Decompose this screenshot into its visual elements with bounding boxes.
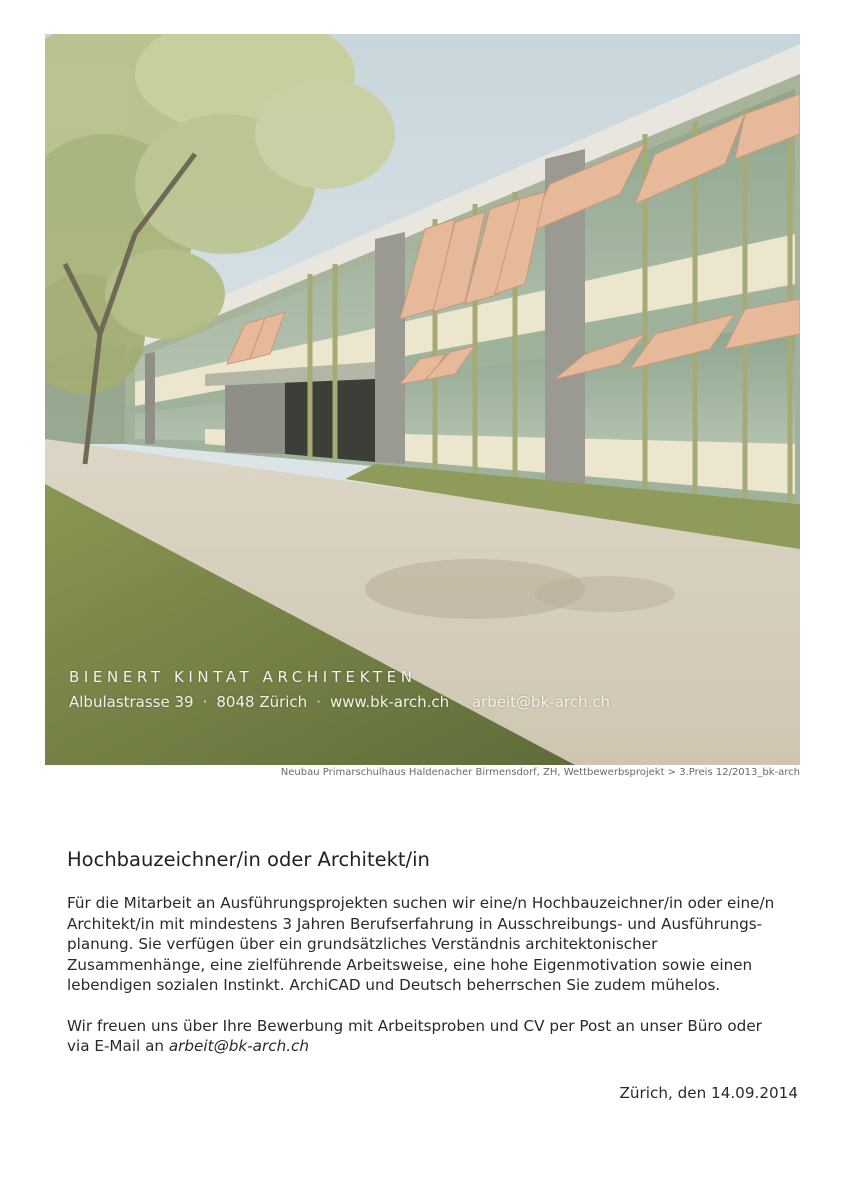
firm-contact (69, 693, 610, 711)
firm-postcode-city: 8048 Zürich (216, 693, 308, 711)
date-line: Zürich, den 14.09.2014 (619, 1084, 798, 1102)
job-description (67, 893, 787, 1057)
separator: · (202, 693, 208, 711)
image-caption: Neubau Primarschulhaus Haldenacher Birmensdorf, ZH, Wettbewerbsprojekt > 3.Preis 12/2013_bk-arch (280, 767, 800, 778)
hero-rendering (45, 34, 800, 765)
separator: · (458, 693, 463, 711)
firm-name: BIENERT KINTAT ARCHITEKTEN (69, 668, 417, 686)
firm-website-link[interactable]: www.bk-arch.ch (329, 693, 450, 711)
firm-email-link[interactable]: arbeit@bk-arch.ch (471, 693, 610, 711)
application-paragraph (67, 1016, 787, 1057)
job-title: Hochbauzeichner/in oder Architekt/in (67, 848, 430, 871)
separator: · (316, 693, 321, 711)
application-text: Wir freuen uns über Ihre Bewerbung mit Arbeitsproben und CV per Post an unser Büro oder via E-Mail an (67, 1016, 762, 1055)
building-rendering-image (45, 34, 800, 765)
firm-address: Albulastrasse 39 (69, 693, 194, 711)
description-paragraph: Für die Mitarbeit an Ausführungsprojekten suchen wir eine/n Hochbauzeichner/in oder eine/n Architekt/in mit mindestens 3 Jahren Berufserfahrung in Ausschreibungs- und Ausführungs-planung. Sie verfügen über ein grundsätzliches Verständnis architektonischer Zusammenhänge, eine zielführende Arbeitsweise, eine hohe Eigenmotivation sowie einen lebendigen sozialen Instinkt. ArchiCAD und Deutsch beherrschen Sie zudem mühelos. (67, 894, 775, 994)
application-email-link[interactable]: arbeit@bk-arch.ch (168, 1037, 310, 1055)
